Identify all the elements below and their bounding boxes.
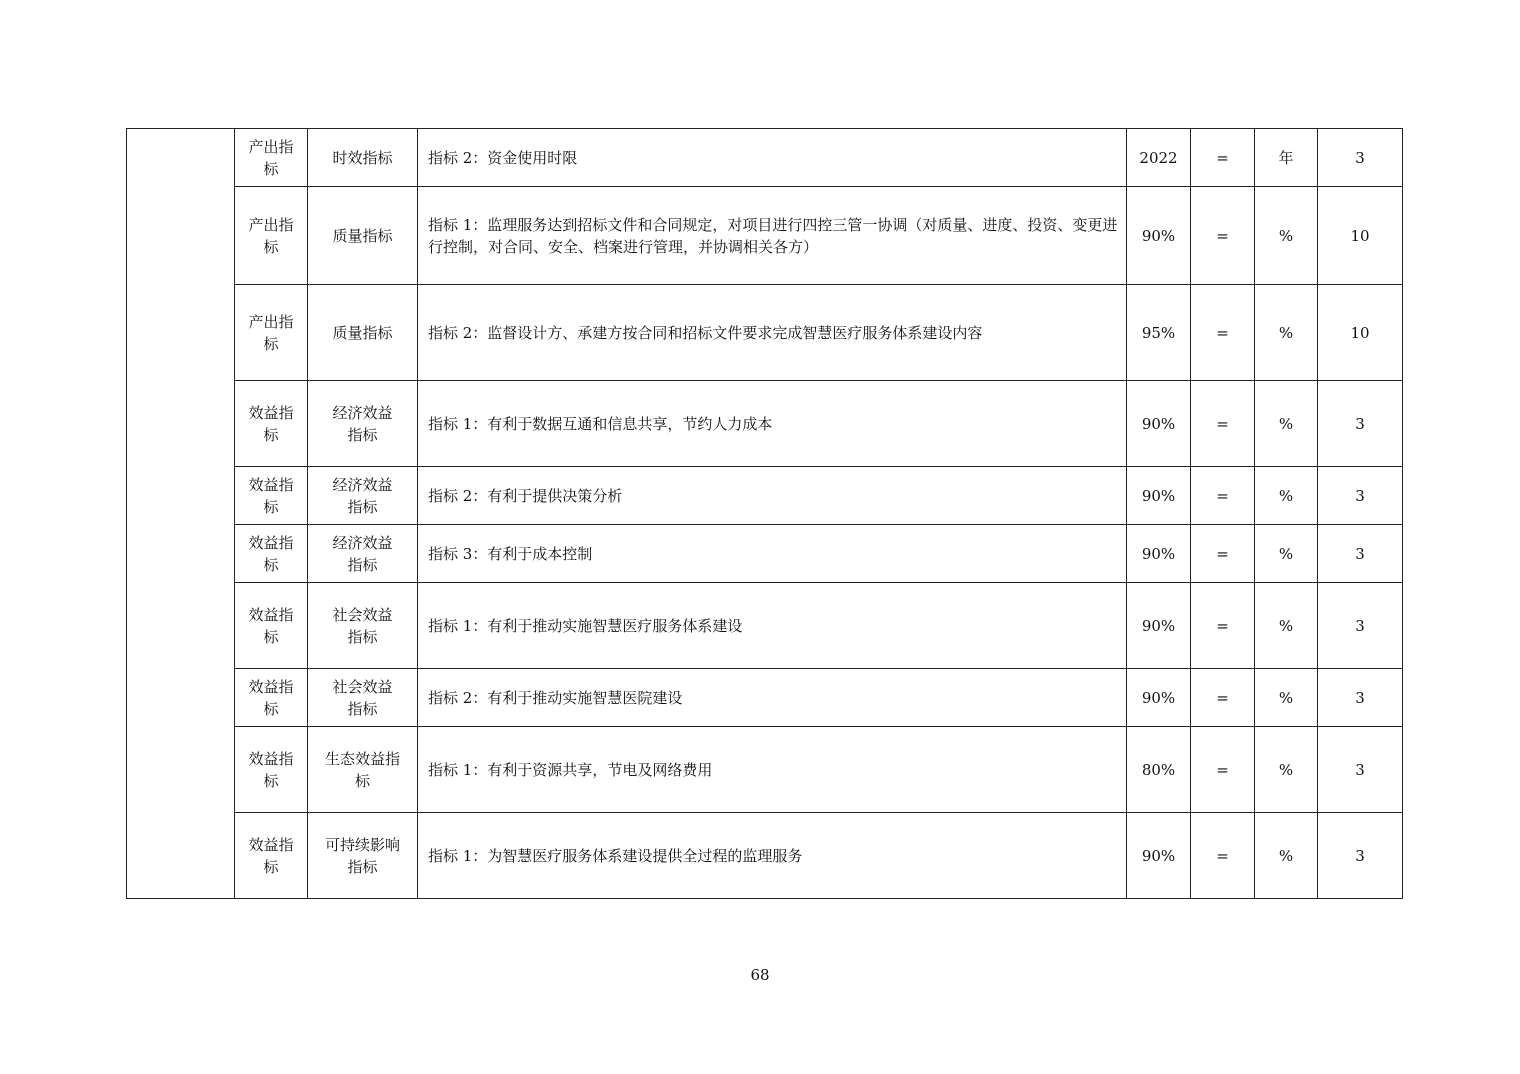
- value-cell: 95%: [1127, 285, 1191, 381]
- page-number: 68: [750, 966, 770, 984]
- table-row: [127, 813, 1403, 899]
- indicator-cell: 指标 2：有利于提供决策分析: [418, 467, 1127, 525]
- value-cell: 2022: [1127, 129, 1191, 187]
- level1-cell: 效益指标: [235, 669, 308, 727]
- level1-cell: 效益指标: [235, 583, 308, 669]
- unit-cell: 年: [1255, 129, 1318, 187]
- table-row: [127, 525, 1403, 583]
- operator-cell: =: [1191, 669, 1255, 727]
- performance-indicator-table: [126, 128, 1403, 899]
- indicator-cell: 指标 1：有利于数据互通和信息共享，节约人力成本: [418, 381, 1127, 467]
- indicator-cell: 指标 1：有利于推动实施智慧医疗服务体系建设: [418, 583, 1127, 669]
- score-cell: 3: [1318, 525, 1403, 583]
- unit-cell: %: [1255, 813, 1318, 899]
- table-row: [127, 669, 1403, 727]
- level1-cell: 效益指标: [235, 467, 308, 525]
- level2-cell: 社会效益指标: [308, 583, 418, 669]
- score-cell: 3: [1318, 467, 1403, 525]
- indicator-cell: 指标 1：为智慧医疗服务体系建设提供全过程的监理服务: [418, 813, 1127, 899]
- operator-cell: =: [1191, 727, 1255, 813]
- indicator-cell: 指标 2：监督设计方、承建方按合同和招标文件要求完成智慧医疗服务体系建设内容: [418, 285, 1127, 381]
- unit-cell: %: [1255, 187, 1318, 285]
- value-cell: 90%: [1127, 669, 1191, 727]
- level1-cell: 产出指标: [235, 285, 308, 381]
- table-row: [127, 467, 1403, 525]
- operator-cell: =: [1191, 381, 1255, 467]
- operator-cell: =: [1191, 467, 1255, 525]
- indicator-cell: 指标 3：有利于成本控制: [418, 525, 1127, 583]
- score-cell: 3: [1318, 381, 1403, 467]
- unit-cell: %: [1255, 525, 1318, 583]
- unit-cell: %: [1255, 381, 1318, 467]
- level1-cell: 产出指标: [235, 129, 308, 187]
- level1-cell: 产出指标: [235, 187, 308, 285]
- table-row: [127, 187, 1403, 285]
- table-row: [127, 381, 1403, 467]
- operator-cell: =: [1191, 813, 1255, 899]
- level2-cell: 时效指标: [308, 129, 418, 187]
- score-cell: 3: [1318, 583, 1403, 669]
- unit-cell: %: [1255, 467, 1318, 525]
- value-cell: 90%: [1127, 525, 1191, 583]
- unit-cell: %: [1255, 285, 1318, 381]
- value-cell: 90%: [1127, 381, 1191, 467]
- level2-cell: 经济效益指标: [308, 467, 418, 525]
- level2-cell: 可持续影响指标: [308, 813, 418, 899]
- value-cell: 80%: [1127, 727, 1191, 813]
- table-row: [127, 129, 1403, 187]
- value-cell: 90%: [1127, 187, 1191, 285]
- operator-cell: =: [1191, 129, 1255, 187]
- unit-cell: %: [1255, 727, 1318, 813]
- merged-category-cell: [127, 129, 235, 899]
- level2-cell: 生态效益指标: [308, 727, 418, 813]
- score-cell: 10: [1318, 187, 1403, 285]
- operator-cell: =: [1191, 285, 1255, 381]
- level2-cell: 经济效益指标: [308, 525, 418, 583]
- operator-cell: =: [1191, 583, 1255, 669]
- table-row: [127, 727, 1403, 813]
- score-cell: 3: [1318, 813, 1403, 899]
- level2-cell: 社会效益指标: [308, 669, 418, 727]
- indicator-cell: 指标 2：有利于推动实施智慧医院建设: [418, 669, 1127, 727]
- table-row: [127, 285, 1403, 381]
- level1-cell: 效益指标: [235, 813, 308, 899]
- score-cell: 10: [1318, 285, 1403, 381]
- indicator-cell: 指标 2：资金使用时限: [418, 129, 1127, 187]
- level1-cell: 效益指标: [235, 525, 308, 583]
- level1-cell: 效益指标: [235, 381, 308, 467]
- value-cell: 90%: [1127, 813, 1191, 899]
- level2-cell: 质量指标: [308, 285, 418, 381]
- level1-cell: 效益指标: [235, 727, 308, 813]
- level2-cell: 经济效益指标: [308, 381, 418, 467]
- operator-cell: =: [1191, 187, 1255, 285]
- value-cell: 90%: [1127, 583, 1191, 669]
- table-row: [127, 583, 1403, 669]
- level2-cell: 质量指标: [308, 187, 418, 285]
- indicator-cell: 指标 1：有利于资源共享，节电及网络费用: [418, 727, 1127, 813]
- score-cell: 3: [1318, 669, 1403, 727]
- operator-cell: =: [1191, 525, 1255, 583]
- unit-cell: %: [1255, 669, 1318, 727]
- indicator-cell: 指标 1：监理服务达到招标文件和合同规定，对项目进行四控三管一协调（对质量、进度、投资、变更进行控制，对合同、安全、档案进行管理，并协调相关各方）: [418, 187, 1127, 285]
- score-cell: 3: [1318, 129, 1403, 187]
- value-cell: 90%: [1127, 467, 1191, 525]
- score-cell: 3: [1318, 727, 1403, 813]
- unit-cell: %: [1255, 583, 1318, 669]
